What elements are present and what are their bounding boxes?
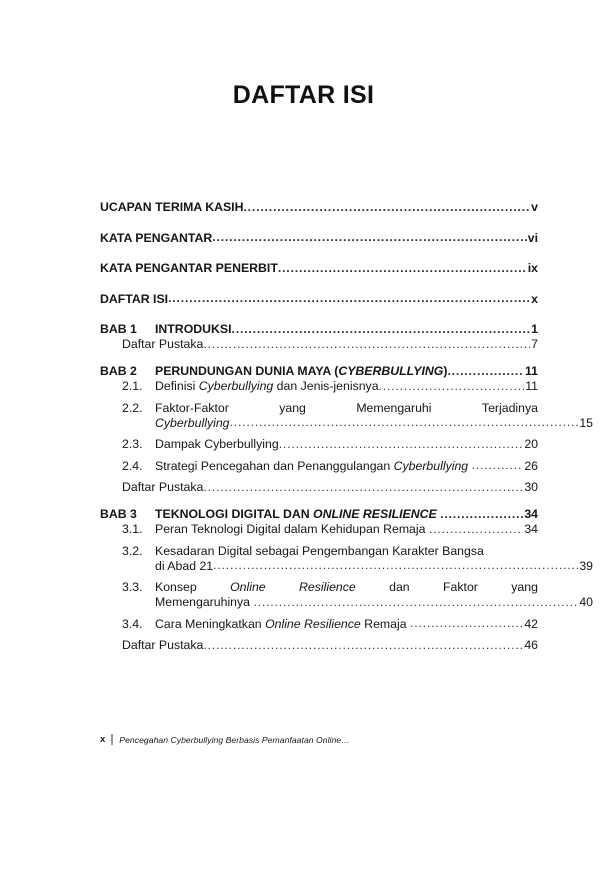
entry-body: [155, 437, 538, 451]
entry-body: [155, 401, 538, 415]
entry-page-number: 34: [524, 522, 538, 536]
entry-page-number: 40: [579, 595, 593, 609]
entry-title-line-1: Kesadaran Digital sebagai Pengembangan Karakter Bangsa: [155, 543, 484, 558]
dot-leader: [447, 364, 524, 378]
chapter-title-italic: CYBERBULLYING: [338, 364, 444, 378]
entry-body: [155, 559, 593, 573]
toc-entry-3-4[interactable]: [100, 617, 538, 631]
dot-leader: [213, 558, 578, 572]
dot-leader: [212, 230, 526, 244]
toc-entry-daftar-pustaka[interactable]: [100, 638, 538, 652]
entry-body: [155, 595, 593, 609]
entry-page-number: 26: [524, 458, 538, 473]
chapter-number: BAB 2: [100, 364, 137, 378]
entry-title-line-2: di Abad 21: [155, 558, 214, 573]
entry-page-number: 46: [524, 638, 538, 652]
toc-chapter-bab-3[interactable]: [100, 507, 538, 521]
entry-title-line-1: Konsep Online Resilience dan Faktor yang: [155, 580, 538, 594]
toc-entry-3-1[interactable]: [100, 522, 538, 536]
entry-body: [155, 507, 538, 521]
entry-title: DAFTAR ISI: [100, 291, 169, 306]
entry-body: [155, 580, 538, 594]
toc-entry-2-1[interactable]: [100, 379, 538, 393]
entry-body: [122, 480, 538, 494]
footer-running-title: Pencegahan Cyberbullying Berbasis Pemanfaatan Online…: [119, 734, 350, 745]
entry-page-number: 39: [579, 558, 593, 573]
dot-leader: [168, 291, 530, 305]
toc-entry-3-2[interactable]: [100, 544, 538, 558]
entry-page-number: 30: [524, 480, 538, 494]
entry-page-number: v: [531, 200, 538, 214]
entry-title: Daftar Pustaka: [122, 480, 204, 494]
toc-entry-daftar-pustaka[interactable]: [100, 337, 538, 351]
entry-body: [155, 379, 538, 393]
entry-title-line-2: Cyberbullying: [155, 415, 230, 430]
toc-entry-front-matter[interactable]: [100, 200, 538, 214]
chapter-title: PERUNDUNGAN DUNIA MAYA (CYBERBULLYING): [155, 364, 448, 378]
dot-leader: [379, 379, 525, 393]
entry-body: [100, 292, 538, 306]
dot-leader: [203, 337, 530, 351]
entry-page-number: 11: [525, 379, 538, 393]
entry-page-number: 42: [524, 616, 538, 631]
dot-leader: [203, 480, 523, 494]
table-of-contents: [100, 200, 593, 652]
entry-title: Cara Meningkatkan Online Resilience Remaja: [155, 616, 407, 631]
toc-chapter-bab-2[interactable]: [100, 364, 538, 378]
dot-leader: [429, 522, 523, 536]
toc-entry-front-matter[interactable]: [100, 261, 538, 275]
entry-number: 3.2.: [122, 543, 143, 558]
page-title: DAFTAR ISI: [232, 81, 375, 109]
entry-number: 3.1.: [122, 522, 143, 536]
entry-body: [100, 231, 538, 245]
entry-page-number: x: [531, 291, 538, 306]
toc-entry-2-2-continuation[interactable]: [100, 416, 593, 430]
entry-body: [122, 638, 538, 652]
entry-page-number: 15: [579, 415, 593, 430]
entry-title: Peran Teknologi Digital dalam Kehidupan Remaja: [155, 522, 426, 536]
entry-body: [100, 261, 538, 275]
entry-title-line-2: Memengaruhinya: [155, 595, 251, 609]
chapter-title-italic: ONLINE RESILIENCE: [313, 507, 437, 521]
entry-body: [155, 364, 538, 378]
toc-entry-daftar-pustaka[interactable]: [100, 480, 538, 494]
entry-title-italic: Cyberbullying: [198, 379, 274, 393]
toc-entry-2-2[interactable]: [100, 401, 538, 415]
entry-body: [155, 617, 538, 631]
toc-entry-3-3[interactable]: [100, 580, 538, 594]
entry-title: Strategi Pencegahan dan Penanggulangan Cyberbullying: [155, 458, 469, 473]
toc-entry-3-2-continuation[interactable]: [100, 559, 593, 573]
entry-title: UCAPAN TERIMA KASIH: [100, 200, 244, 214]
chapter-title: INTRODUKSI: [155, 322, 232, 336]
entry-number: 2.1.: [122, 379, 143, 393]
entry-body: [155, 322, 538, 336]
entry-page-number: 34: [524, 507, 538, 521]
entry-page-number: ix: [527, 261, 538, 275]
chapter-number: BAB 1: [100, 322, 137, 336]
entry-page-number: 20: [524, 437, 538, 451]
entry-title-line-1: Faktor-Faktor yang Memengaruhi Terjadinya: [155, 400, 538, 415]
dot-leader: [278, 261, 527, 275]
entry-body: [122, 337, 538, 351]
page-footer: [100, 734, 350, 745]
entry-title: Daftar Pustaka: [122, 337, 204, 351]
toc-entry-2-4[interactable]: [100, 459, 538, 473]
entry-page-number: vi: [527, 230, 538, 245]
entry-title-italic: Online Resilience: [265, 616, 361, 631]
dot-leader: [279, 437, 524, 451]
dot-leader: [410, 616, 523, 630]
entry-number: 2.2.: [122, 400, 143, 415]
entry-number: 3.4.: [122, 616, 143, 631]
footer-page-number: x: [100, 734, 106, 745]
toc-entry-3-3-continuation[interactable]: [100, 595, 593, 609]
entry-title-italic: Cyberbullying: [393, 458, 469, 473]
entry-body: [155, 416, 593, 430]
entry-page-number: 11: [525, 364, 538, 378]
toc-entry-front-matter[interactable]: [100, 292, 538, 306]
entry-number: 2.4.: [122, 458, 143, 473]
dot-leader: [472, 458, 524, 472]
entry-body: [155, 522, 538, 536]
entry-body: [155, 459, 538, 473]
dot-leader: [230, 415, 579, 429]
chapter-number: BAB 3: [100, 507, 137, 521]
chapter-title: TEKNOLOGI DIGITAL DAN ONLINE RESILIENCE: [155, 507, 437, 521]
entry-page-number: 7: [531, 337, 538, 351]
entry-body: [100, 200, 538, 214]
entry-title: Daftar Pustaka: [122, 638, 204, 652]
entry-number: 3.3.: [122, 580, 143, 594]
entry-number: 2.3.: [122, 437, 143, 451]
dot-leader: [232, 322, 531, 336]
dot-leader: [440, 507, 523, 521]
entry-title: Dampak Cyberbullying: [155, 437, 279, 451]
entry-page-number: 1: [531, 322, 538, 336]
toc-chapter-bab-1[interactable]: [100, 322, 538, 336]
dot-leader: [253, 595, 578, 609]
entry-title: KATA PENGANTAR PENERBIT: [100, 261, 278, 275]
footer-divider: [111, 734, 113, 745]
dot-leader: [203, 638, 523, 652]
entry-body: [155, 544, 538, 558]
toc-entry-front-matter[interactable]: [100, 231, 538, 245]
entry-title: Definisi Cyberbullying dan Jenis-jenisnya: [155, 379, 379, 393]
toc-entry-2-3[interactable]: [100, 437, 538, 451]
entry-title: KATA PENGANTAR: [100, 230, 213, 245]
dot-leader: [243, 200, 530, 214]
